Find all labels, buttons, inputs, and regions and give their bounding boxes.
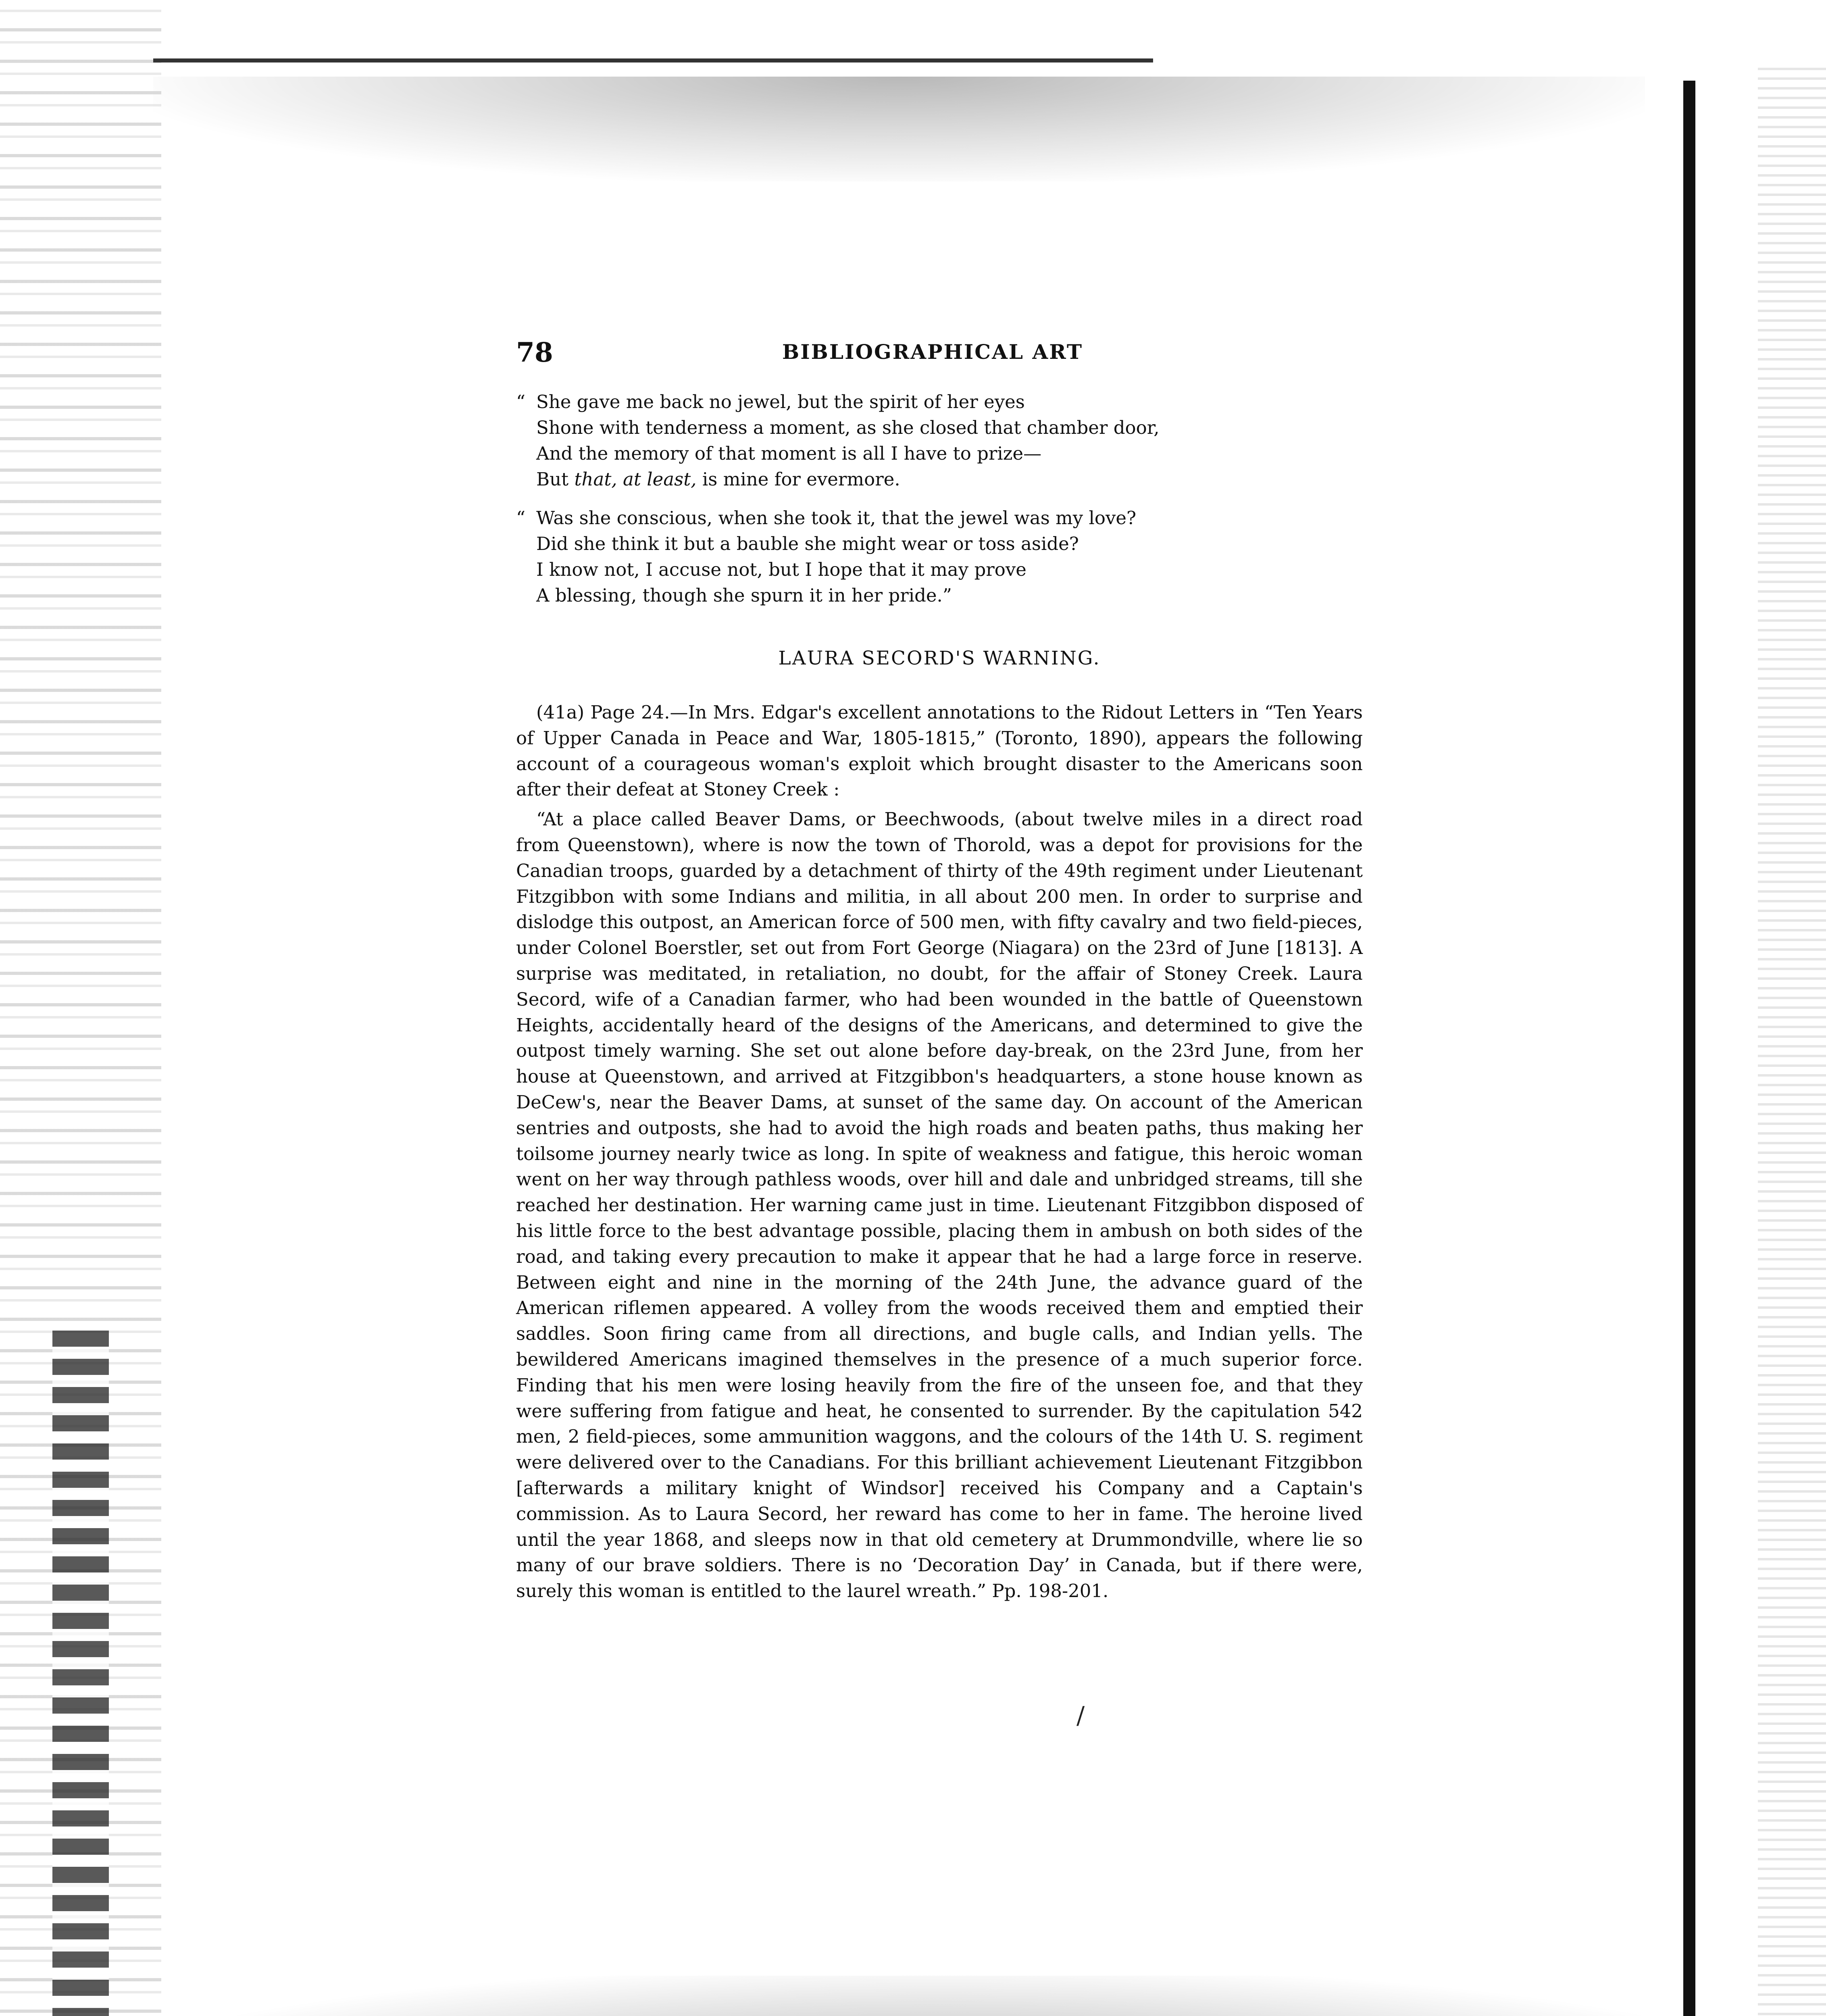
- poem-line: And the memory of that moment is all I have to prize—: [536, 443, 1042, 464]
- scan-binding-shadow: [52, 1331, 109, 2016]
- poem-line: “ Was she conscious, when she took it, that the jewel was my love?: [516, 507, 1137, 529]
- page-header: [516, 337, 1363, 369]
- poem-excerpt: [516, 389, 1363, 621]
- poem-stanza: [516, 389, 1363, 492]
- section-heading: LAURA SECORD'S WARNING.: [778, 647, 1101, 669]
- italic-phrase: that, at least,: [574, 469, 697, 490]
- poem-line: “ She gave me back no jewel, but the spirit of her eyes: [516, 391, 1025, 412]
- section-body: [516, 700, 1363, 1608]
- poem-line: Shone with tenderness a moment, as she closed that chamber door,: [536, 417, 1160, 438]
- poem-line: But that, at least, is mine for evermore.: [536, 469, 900, 490]
- poem-stanza: [516, 505, 1363, 608]
- scan-right-edge-bar: [1683, 81, 1695, 2016]
- poem-line: A blessing, though she spurn it in her pride.”: [536, 585, 952, 606]
- scan-right-edge: [1758, 60, 1826, 2016]
- intro-paragraph: (41a) Page 24.—In Mrs. Edgar's excellent annotations to the Ridout Letters in “Ten Years of Upper Canada in Peace and War, 1805-1815,” (Toronto, 1890), appears the following account of a courageous woman's exploit which brought disaster to the Americans soon after their defeat at Stoney Creek :: [516, 702, 1363, 800]
- quoted-account-paragraph: “At a place called Beaver Dams, or Beechwoods, (about twelve miles in a direct road from Queenstown), where is now the town of Thorold, was a depot for provisions for the Canadian troops, guarded by a detachment of thirty of the 49th regiment under Lieutenant Fitzgibbon with some Indians and militia, in all about 200 men. In order to surprise and dislodge this outpost, an American force of 500 men, with fifty cavalry and two field-pieces, under Colonel Boerstler, set out from Fort George (Niagara) on the 23rd of June [1813]. A surprise was meditated, in retaliation, no doubt, for the affair of Stoney Creek. Laura Secord, wife of a Canadian farmer, who had been wounded in the battle of Queenstown Heights, accidentally heard of the designs of the Americans, and determined to give the outpost timely warning. She set out alone before day-break, on the 23rd June, from her house at Queenstown, and arrived at Fitzgibbon's headquarters, a stone house known as DeCew's, near the Beaver Dams, at sunset of the same day. On account of the American sentries and outposts, she had to avoid the high roads and beaten paths, thus making her toilsome journey nearly twice as long. In spite of weakness and fatigue, this heroic woman went on her way through pathless woods, over hill and dale and unbridged streams, till she reached her destination. Her warning came just in time. Lieutenant Fitzgibbon disposed of his little force to the best advantage possible, placing them in ambush on both sides of the road, and taking every precaution to make it appear that he had a large force in reserve. Between eight and nine in the morning of the 24th June, the advance guard of the American riflemen appeared. A volley from the woods received them and emptied their saddles. Soon firing came from all directions, and bugle calls, and Indian yells. The bewildered Americans imagined themselves in the presence of a much superior force. Finding that his men were losing heavily from the fire of the unseen foe, and that they were suffering from fatigue and heat, he consented to surrender. By the capitulation 542 men, 2 field-pieces, some ammunition waggons, and the colours of the 14th U. S. regiment were delivered over to the Canadians. For this brilliant achievement Lieutenant Fitzgibbon [afterwards a military knight of Windsor] received his Company and a Captain's commission. As to Laura Secord, her reward has come to her in fame. The heroine lived until the year 1868, and sleeps now in that old cemetery at Drummondville, where lie so many of our brave soldiers. There is no ‘Decoration Day’ in Canada, but if there were, surely this woman is entitled to the laurel wreath.” Pp. 198-201.: [516, 808, 1363, 1602]
- running-title: BIBLIOGRAPHICAL ART: [782, 340, 1083, 364]
- book-page: [516, 0, 1363, 2016]
- page-number: 78: [516, 337, 553, 368]
- poem-line: Did she think it but a bauble she might wear or toss aside?: [536, 533, 1079, 554]
- poem-line: I know not, I accuse not, but I hope that it may prove: [536, 559, 1026, 580]
- pencil-mark: /: [1076, 1702, 1085, 1730]
